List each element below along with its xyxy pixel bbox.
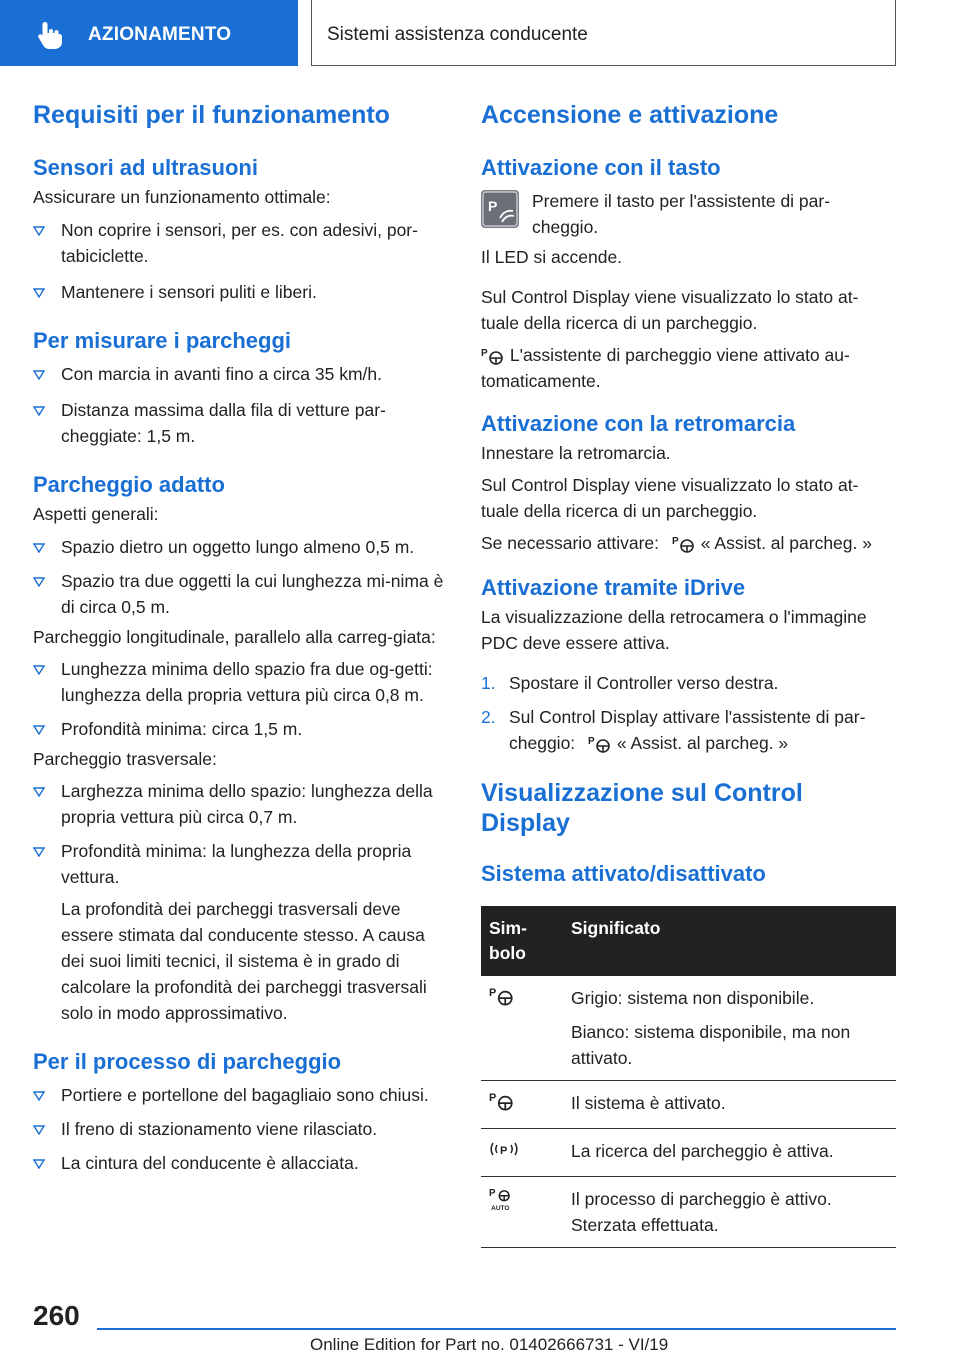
chapter-label: Sistemi assistenza conducente xyxy=(327,23,588,45)
svg-text:AUTO: AUTO xyxy=(491,1204,510,1212)
list-item: Profondità minima: circa 1,5 m. xyxy=(33,716,448,742)
parking-assistant-icon xyxy=(489,1090,515,1112)
activation-title: Accensione e attivazione xyxy=(481,101,779,129)
triangle-bullet-icon xyxy=(33,577,45,587)
list-item: Lunghezza minima dello spazio fra due og-getti: lunghezza della propria vettura più circa 0,8 m. xyxy=(33,656,448,708)
menu-item-assist: « Assist. al parcheg. » xyxy=(700,533,872,553)
left-column xyxy=(33,100,448,1176)
page-number: 260 xyxy=(33,1300,80,1331)
symbol-column-header: Sim-bolo xyxy=(481,906,563,976)
press-button-text: Premere il tasto per l'assistente di par-cheggio. xyxy=(532,191,831,237)
suitable-heading: Parcheggio adatto xyxy=(33,472,225,497)
suitable-intro: Aspetti generali: xyxy=(33,504,159,524)
ultrasonic-list xyxy=(33,217,448,305)
table-row: P Grigio: sistema non disponibile. Bianco: sistema disponibile, ma non attivato. xyxy=(481,976,896,1081)
right-column xyxy=(481,100,896,1248)
activate-if-needed-text: Se necessario attivare: P « Assist. al parcheg. » xyxy=(481,533,872,553)
symbol-table xyxy=(481,906,896,1248)
list-item: Distanza massima dalla fila di vetture par-cheggiate: 1,5 m. xyxy=(33,397,448,449)
process-heading: Per il processo di parcheggio xyxy=(33,1049,342,1074)
longitudinal-intro: Parcheggio longitudinale, parallelo alla carreg-giata: xyxy=(33,627,436,647)
list-item: Non coprire i sensori, per es. con adesivi, por-tabiciclette. xyxy=(33,217,448,269)
svg-text:P: P xyxy=(500,1145,508,1157)
svg-text:P: P xyxy=(489,987,497,999)
display-title: Visualizzazione sul Control Display xyxy=(481,779,803,837)
general-list xyxy=(33,534,448,620)
longitudinal-list xyxy=(33,656,448,742)
chapter-box xyxy=(311,0,896,66)
svg-text:P: P xyxy=(671,536,679,548)
list-item: Profondità minima: la lunghezza della propria vettura. xyxy=(33,838,448,890)
ultrasonic-heading: Sensori ad ultrasuoni xyxy=(33,155,258,180)
idrive-intro: La visualizzazione della retrocamera o l'immagine PDC deve essere attiva. xyxy=(481,607,867,653)
list-item: Spazio tra due oggetti la cui lunghezza mi-nima è di circa 0,5 m. xyxy=(33,568,448,620)
system-status-heading: Sistema attivato/disattivato xyxy=(481,861,766,886)
table-row: P Il sistema è attivato. xyxy=(481,1081,896,1129)
idrive-steps xyxy=(481,670,896,756)
parking-search-icon xyxy=(489,1138,519,1160)
transverse-intro: Parcheggio trasversale: xyxy=(33,749,217,769)
triangle-bullet-icon xyxy=(33,288,45,298)
triangle-bullet-icon xyxy=(33,543,45,553)
button-instruction xyxy=(481,188,896,240)
led-text: Il LED si accende. xyxy=(481,247,623,267)
svg-text:P: P xyxy=(489,1092,497,1104)
hand-pointer-icon xyxy=(36,20,64,50)
transverse-note: La profondità dei parcheggi trasversali deve essere stimata dal conducente stesso. A causa dei suoi limiti tecnici, il sistema è in grado di calcolare la profondità dei parcheggi trasversali solo in modo approssimativo. xyxy=(61,899,427,1023)
parking-assistant-icon xyxy=(481,346,505,366)
idrive-heading: Attivazione tramite iDrive xyxy=(481,575,746,600)
button-heading: Attivazione con il tasto xyxy=(481,155,721,180)
table-header-row xyxy=(481,906,896,976)
parking-auto-icon xyxy=(489,1186,515,1212)
status-text: Sul Control Display viene visualizzato lo stato at-tuale della ricerca di un parcheggio. xyxy=(481,287,859,333)
measure-heading: Per misurare i parcheggi xyxy=(33,328,291,353)
svg-text:P: P xyxy=(489,1187,496,1199)
requirements-title: Requisiti per il funzionamento xyxy=(33,101,390,129)
menu-item-assist: « Assist. al parcheg. » xyxy=(616,733,789,753)
parking-button-icon xyxy=(481,190,519,228)
svg-text:P: P xyxy=(488,198,498,214)
triangle-bullet-icon xyxy=(33,725,45,735)
measure-list xyxy=(33,361,448,449)
list-item: Il freno di stazionamento viene rilasciato. xyxy=(33,1116,448,1142)
ultrasonic-intro: Assicurare un funzionamento ottimale: xyxy=(33,187,331,207)
page-header xyxy=(0,0,960,66)
edition-text: Online Edition for Part no. 01402666731 - VI/19 xyxy=(310,1335,669,1354)
list-item: 2. Sul Control Display attivare l'assistente di par-cheggio: P « Assist. al parcheg. » xyxy=(481,707,866,753)
parking-assistant-icon xyxy=(672,534,696,554)
table-row: P AUTO Il processo di parcheggio è attivo. Sterzata effettuata. xyxy=(481,1177,896,1248)
triangle-bullet-icon xyxy=(33,226,45,236)
auto-activation-text: P L'assistente di parcheggio viene attivato au-tomaticamente. xyxy=(481,345,850,391)
list-item: La cintura del conducente è allacciata. xyxy=(33,1150,448,1176)
table-row: P La ricerca del parcheggio è attiva. xyxy=(481,1129,896,1177)
svg-text:P: P xyxy=(481,348,488,360)
meaning-column-header: Significato xyxy=(563,906,896,976)
list-item: 1. Spostare il Controller verso destra. xyxy=(481,673,779,693)
list-item: Portiere e portellone del bagagliaio sono chiusi. xyxy=(33,1082,448,1108)
engage-reverse-text: Innestare la retromarcia. xyxy=(481,443,671,463)
triangle-bullet-icon xyxy=(33,1125,45,1135)
section-label: AZIONAMENTO xyxy=(88,24,232,45)
reverse-heading: Attivazione con la retromarcia xyxy=(481,411,796,436)
list-item: Con marcia in avanti fino a circa 35 km/h. xyxy=(33,361,448,387)
section-tab xyxy=(0,0,298,66)
triangle-bullet-icon xyxy=(33,1159,45,1169)
triangle-bullet-icon xyxy=(33,370,45,380)
triangle-bullet-icon xyxy=(33,406,45,416)
svg-text:P: P xyxy=(588,736,595,748)
transverse-list xyxy=(33,778,448,890)
triangle-bullet-icon xyxy=(33,1091,45,1101)
triangle-bullet-icon xyxy=(33,787,45,797)
list-item: Mantenere i sensori puliti e liberi. xyxy=(33,279,448,305)
list-item: Larghezza minima dello spazio: lunghezza della propria vettura più circa 0,7 m. xyxy=(33,778,448,830)
reverse-status-text: Sul Control Display viene visualizzato lo stato at-tuale della ricerca di un parcheggio. xyxy=(481,475,859,521)
triangle-bullet-icon xyxy=(33,847,45,857)
footer-divider xyxy=(97,1328,896,1330)
parking-assistant-icon xyxy=(588,734,612,754)
process-list xyxy=(33,1082,448,1176)
list-item: Spazio dietro un oggetto lungo almeno 0,5 m. xyxy=(33,534,448,560)
triangle-bullet-icon xyxy=(33,665,45,675)
parking-assistant-icon xyxy=(489,985,515,1007)
